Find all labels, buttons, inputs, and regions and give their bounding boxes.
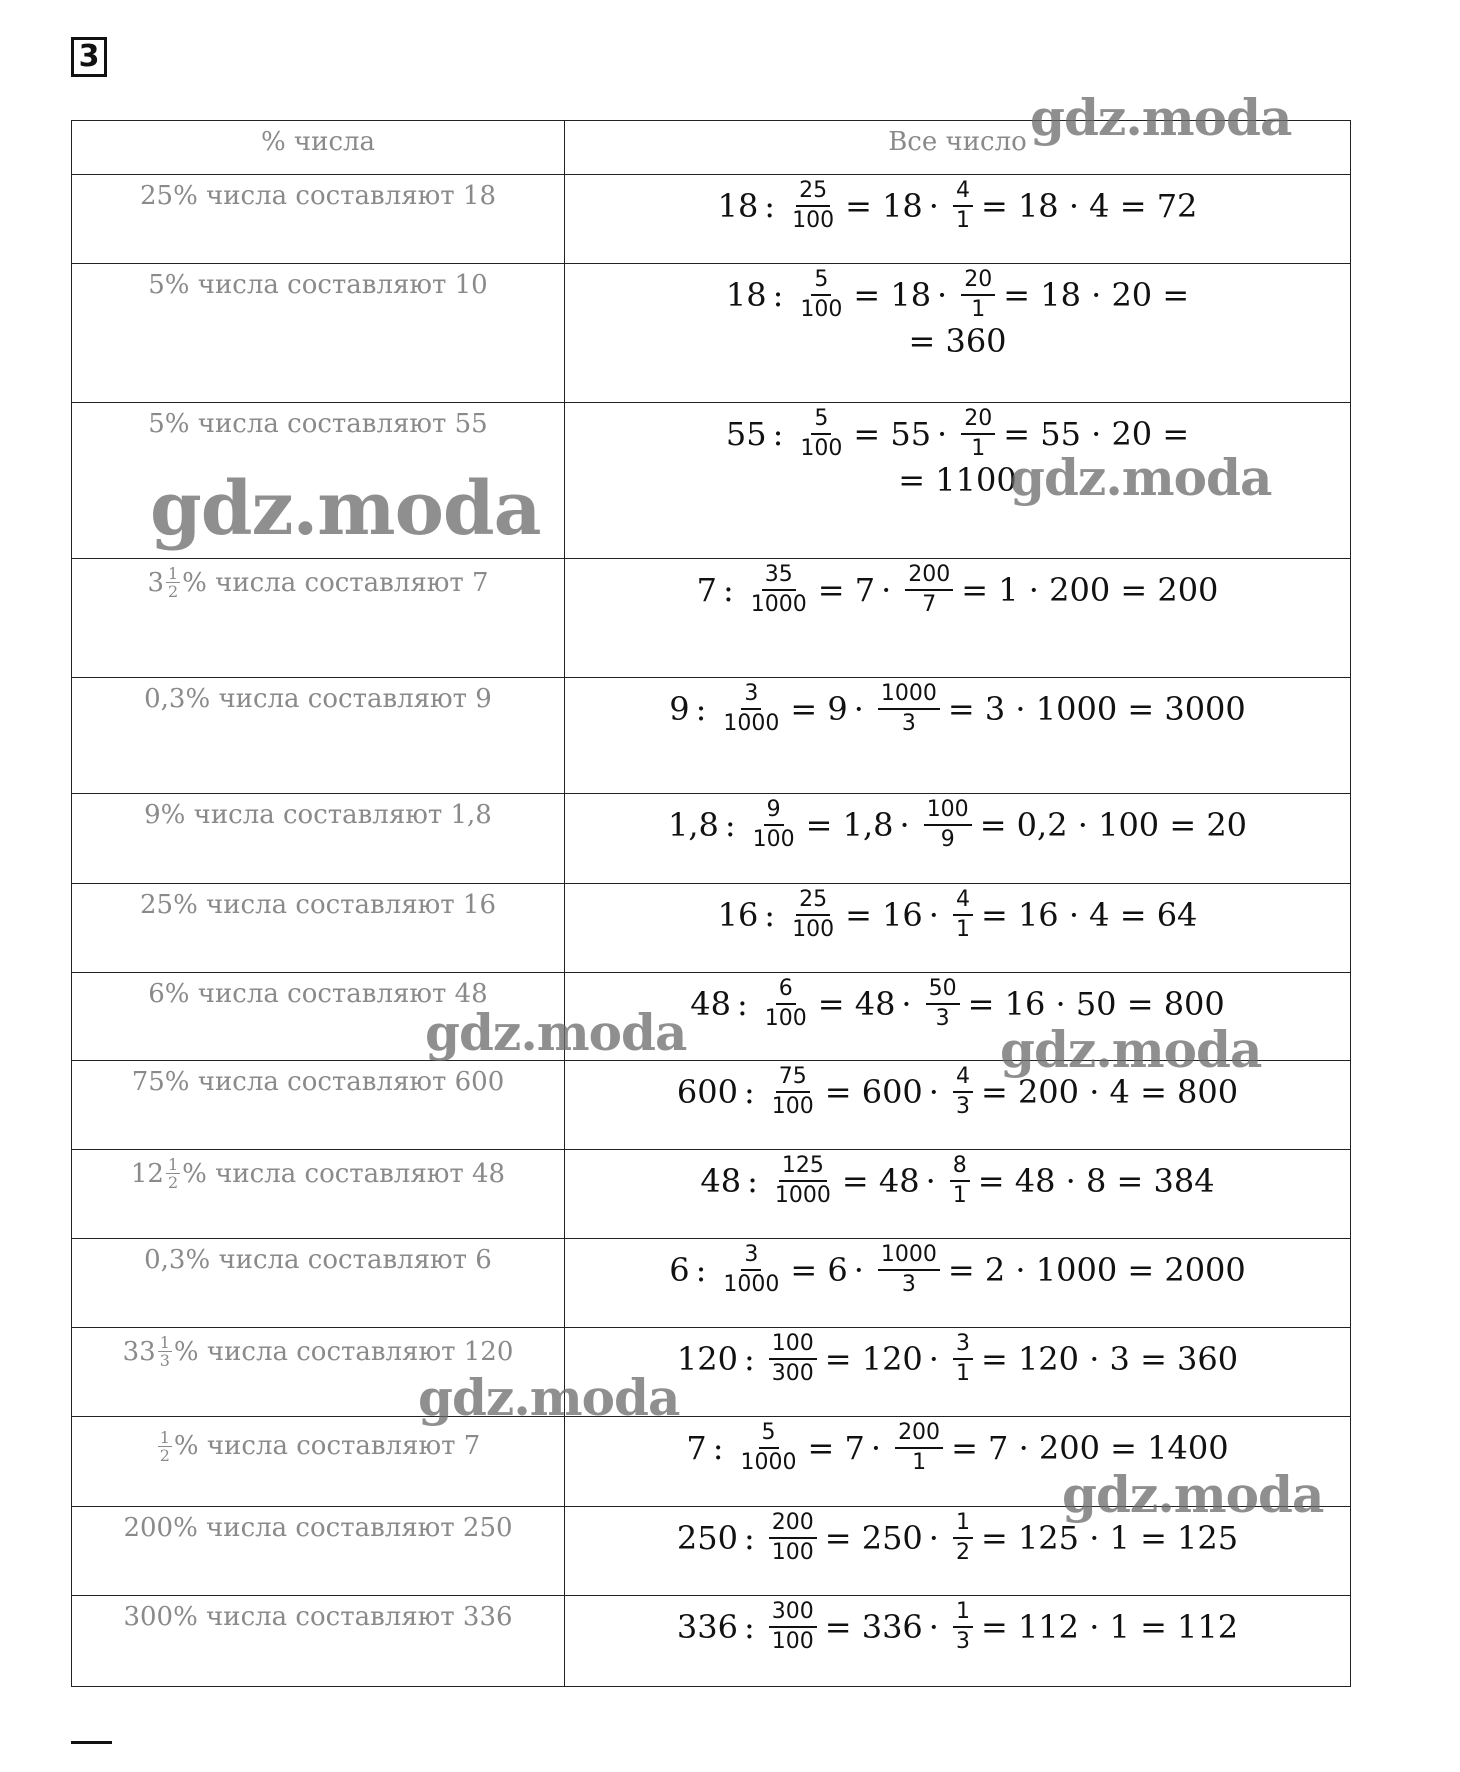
percent-rest: % числа составляют 48 [182,1158,506,1189]
percent-cell [72,794,565,884]
equation-part: = 600 [824,1073,923,1111]
fraction-denominator: 2 [167,1173,179,1192]
fraction-numerator: 4 [953,888,973,916]
fraction-denominator: 1 [912,1450,927,1475]
fraction-numerator: 20 [961,268,995,296]
divide-sign: : [712,1429,724,1467]
fraction-denominator: 3 [901,1272,916,1297]
mixed-whole: 12 [130,1158,164,1189]
solution-equation [726,268,1189,322]
fraction-denominator: 100 [800,436,843,461]
divisor-fraction [797,268,845,322]
equation-continuation: = 360 [908,322,1007,360]
fraction-numerator: 5 [811,407,831,435]
multiply-sign: · [928,1073,939,1111]
divide-sign: : [724,806,736,844]
divide-sign: : [722,571,734,609]
header-whole-number: Все число [565,121,1351,175]
solution-equation [668,798,1247,852]
percent-statement [147,565,488,600]
dividend: 1,8 [667,806,719,844]
fraction-numerator: 200 [895,1421,943,1449]
equation-part: = 48 [841,1162,920,1200]
task-number: 3 [71,37,107,77]
equation-result: = 120 · 3 = 360 [980,1340,1239,1378]
fraction-denominator: 1000 [723,1272,780,1297]
divisor-fraction [769,1332,817,1386]
multiply-sign: · [870,1429,882,1467]
percent-rest: % числа составляют 7 [182,567,489,598]
multiply-sign: · [937,276,948,314]
fraction-denominator: 1000 [750,592,807,617]
multiply-sign: · [928,1519,939,1557]
percent-cell [72,678,565,794]
fraction-numerator: 4 [953,179,973,207]
percent-table [71,120,1351,1687]
fraction-numerator: 3 [741,682,761,710]
percent-cell [72,1150,565,1239]
solution-cell [565,1150,1351,1239]
multiply-sign: · [899,806,910,844]
dividend: 7 [696,571,717,609]
percent-cell [72,1417,565,1507]
fraction-denominator: 1000 [740,1450,797,1475]
reciprocal-fraction [953,1065,973,1119]
fraction-denominator: 100 [771,1094,814,1119]
equation-result: = 18 · 20 = [1003,276,1190,314]
fraction-numerator: 4 [953,1065,973,1093]
table-row [72,1239,1351,1328]
equation-part: = 120 [824,1340,923,1378]
percent-statement: 6% числа составляют 48 [148,979,488,1009]
equation-result: = 48 · 8 = 384 [977,1162,1215,1200]
dividend: 55 [725,415,767,453]
mixed-fraction [166,565,180,600]
solution-cell [565,1328,1351,1417]
divide-sign: : [736,985,748,1023]
fraction-numerator: 1000 [878,682,940,710]
reciprocal-fraction [926,977,960,1031]
fraction-denominator: 7 [922,592,937,617]
percent-cell [72,1507,565,1596]
mixed-fraction [158,1429,172,1464]
mixed-fraction [166,1156,180,1191]
fraction-denominator: 3 [955,1094,970,1119]
table-row [72,264,1351,403]
divide-sign: : [772,276,784,314]
equation-part: = 7 [817,571,876,609]
divide-sign: : [772,415,784,453]
equation-result: = 112 · 1 = 112 [980,1608,1239,1646]
table-row [72,884,1351,973]
percent-statement: 75% числа составляют 600 [131,1067,505,1097]
divisor-fraction [738,1421,800,1475]
equation-result: = 200 · 4 = 800 [980,1073,1239,1111]
equation-part: = 18 [845,187,923,225]
fraction-denominator: 100 [771,1629,814,1654]
solution-equation [669,1243,1246,1297]
reciprocal-fraction [953,1511,973,1565]
multiply-sign: · [853,690,864,728]
percent-statement: 0,3% числа составляют 9 [144,684,492,714]
fraction-denominator: 3 [159,1351,170,1370]
solution-cell [565,678,1351,794]
divisor-fraction [720,1243,782,1297]
fraction-numerator: 100 [924,798,972,826]
divide-sign: : [764,896,776,934]
solution-cell [565,264,1351,403]
divide-sign: : [764,187,776,225]
equation-result: = 0,2 · 100 = 20 [979,806,1248,844]
fraction-numerator: 200 [905,563,953,591]
equation-result: = 7 · 200 = 1400 [951,1429,1229,1467]
percent-statement: 25% числа составляют 16 [139,890,496,920]
percent-statement: 300% числа составляют 336 [123,1602,513,1632]
table-row [72,1596,1351,1687]
fraction-numerator: 5 [811,268,831,296]
fraction-numerator: 9 [764,798,784,826]
equation-part: = 6 [790,1251,848,1289]
equation-result: = 16 · 4 = 64 [980,896,1198,934]
dividend: 18 [725,276,767,314]
fraction-denominator: 2 [955,1540,970,1565]
fraction-numerator: 300 [769,1600,817,1628]
dividend: 16 [717,896,759,934]
reciprocal-fraction [878,1243,940,1297]
fraction-denominator: 1 [952,1183,967,1208]
equation-result: = 125 · 1 = 125 [980,1519,1239,1557]
percent-statement: 25% числа составляют 18 [139,181,496,211]
equation-part: = 250 [824,1519,923,1557]
equation-result: = 3 · 1000 = 3000 [947,690,1246,728]
fraction-numerator: 50 [926,977,960,1005]
dividend: 250 [676,1519,738,1557]
percent-statement: 9% числа составляют 1,8 [144,800,492,830]
fraction-denominator: 100 [752,827,795,852]
percent-statement [156,1429,481,1464]
equation-part: = 55 [853,415,932,453]
dividend: 120 [676,1340,738,1378]
dividend: 48 [690,985,731,1023]
fraction-numerator: 1000 [878,1243,940,1271]
percent-statement: 5% числа составляют 10 [148,270,488,300]
solution-equation [700,1154,1214,1208]
header-percent: % числа [72,121,565,175]
fraction-denominator: 1000 [723,711,780,736]
watermark: gdz.moda [1000,1020,1262,1079]
solution-equation [718,179,1198,233]
mixed-fraction [158,1334,172,1369]
mixed-whole: 3 [147,567,164,598]
watermark: gdz.moda [1010,448,1272,507]
fraction-numerator: 3 [953,1332,973,1360]
fraction-numerator: 1 [167,564,179,583]
divide-sign: : [743,1340,755,1378]
fraction-denominator: 1 [955,917,970,942]
divide-sign: : [743,1519,755,1557]
equation-part: = 16 [845,896,923,934]
equation-result: = 16 · 50 = 800 [967,985,1225,1023]
fraction-denominator: 3 [901,711,916,736]
table-row [72,1150,1351,1239]
watermark: gdz.moda [150,466,541,552]
fraction-denominator: 2 [159,1445,170,1465]
fraction-denominator: 1000 [774,1183,831,1208]
solution-equation [697,563,1219,617]
fraction-denominator: 1 [955,208,970,233]
fraction-denominator: 9 [940,827,955,852]
divide-sign: : [743,1073,755,1111]
fraction-numerator: 1 [159,1427,170,1447]
divisor-fraction [769,1511,817,1565]
fraction-denominator: 2 [167,582,179,601]
fraction-numerator: 100 [769,1332,817,1360]
fraction-denominator: 3 [955,1629,970,1654]
table-row [72,1328,1351,1417]
solution-cell [565,1239,1351,1328]
fraction-numerator: 3 [741,1243,761,1271]
fraction-numerator: 1 [159,1333,170,1352]
dividend: 600 [676,1073,738,1111]
fraction-denominator: 100 [771,1540,814,1565]
divisor-fraction [797,407,845,461]
fraction-denominator: 1 [971,436,986,461]
dividend: 336 [676,1608,738,1646]
multiply-sign: · [901,985,912,1023]
table-row [72,678,1351,794]
watermark: gdz.moda [425,1003,687,1062]
fraction-numerator: 6 [776,977,796,1005]
fraction-numerator: 8 [950,1154,970,1182]
equation-continuation: = 1100 [898,461,1017,499]
multiply-sign: · [928,896,939,934]
multiply-sign: · [925,1162,936,1200]
dividend: 18 [717,187,759,225]
fraction-numerator: 5 [759,1421,779,1449]
percent-cell [72,264,565,403]
fraction-numerator: 125 [779,1154,827,1182]
fraction-denominator: 100 [792,917,835,942]
multiply-sign: · [937,415,948,453]
divisor-fraction [789,888,837,942]
equation-part: = 48 [817,985,896,1023]
solution-cell [565,559,1351,678]
watermark: gdz.moda [1062,1465,1324,1524]
divisor-fraction [769,1065,817,1119]
fraction-numerator: 35 [762,563,796,591]
reciprocal-fraction [961,407,995,461]
watermark: gdz.moda [418,1368,680,1427]
fraction-denominator: 300 [771,1361,814,1386]
divisor-fraction [769,1600,817,1654]
reciprocal-fraction [961,268,995,322]
fraction-numerator: 75 [776,1065,810,1093]
multiply-sign: · [853,1251,864,1289]
reciprocal-fraction [895,1421,943,1475]
percent-cell [72,559,565,678]
fraction-numerator: 1 [953,1600,973,1628]
solution-equation [677,1332,1238,1386]
reciprocal-fraction [953,888,973,942]
equation-result: = 18 · 4 = 72 [980,187,1198,225]
divisor-fraction [720,682,782,736]
fraction-numerator: 25 [796,179,830,207]
mixed-whole: 33 [122,1336,156,1367]
reciprocal-fraction [953,179,973,233]
dividend: 9 [669,690,690,728]
table-row [72,794,1351,884]
reciprocal-fraction [924,798,972,852]
dividend: 7 [686,1429,707,1467]
percent-cell [72,1239,565,1328]
multiply-sign: · [928,1608,939,1646]
solution-equation [718,888,1198,942]
percent-rest: % числа составляют 120 [173,1336,514,1367]
reciprocal-fraction [953,1332,973,1386]
equation-part: = 18 [853,276,932,314]
fraction-numerator: 20 [961,407,995,435]
fraction-denominator: 1 [955,1361,970,1386]
solution-equation [669,682,1246,736]
percent-statement: 0,3% числа составляют 6 [144,1245,492,1275]
multiply-sign: · [928,1340,939,1378]
table-row [72,559,1351,678]
solution-cell [565,794,1351,884]
fraction-numerator: 25 [796,888,830,916]
divisor-fraction [789,179,837,233]
equation-part: = 1,8 [805,806,894,844]
percent-statement [131,1156,505,1191]
equation-part: = 336 [824,1608,923,1646]
multiply-sign: · [881,571,892,609]
multiply-sign: · [928,187,939,225]
fraction-numerator: 1 [167,1155,179,1174]
table-row [72,175,1351,264]
percent-cell [72,1596,565,1687]
dividend: 48 [700,1162,742,1200]
divide-sign: : [695,690,707,728]
divide-sign: : [747,1162,758,1200]
equation-result: = 55 · 20 = [1003,415,1190,453]
percent-cell [72,884,565,973]
equation-part: = 7 [807,1429,865,1467]
fraction-numerator: 1 [953,1511,973,1539]
divide-sign: : [695,1251,707,1289]
fraction-denominator: 100 [800,297,843,322]
percent-statement: 200% числа составляют 250 [123,1513,513,1543]
divisor-fraction [772,1154,834,1208]
divide-sign: : [743,1608,755,1646]
fraction-denominator: 3 [935,1006,950,1031]
divisor-fraction [750,798,798,852]
percent-rest: % числа составляют 7 [173,1431,481,1461]
percent-statement [123,1334,514,1369]
footer-rule [71,1741,112,1744]
fraction-denominator: 100 [764,1006,807,1031]
dividend: 6 [669,1251,690,1289]
solution-equation [677,1600,1238,1654]
solution-cell [565,884,1351,973]
reciprocal-fraction [953,1600,973,1654]
solution-cell [565,175,1351,264]
reciprocal-fraction [905,563,953,617]
equation-part: = 9 [790,690,848,728]
reciprocal-fraction [950,1154,970,1208]
percent-cell [72,175,565,264]
divisor-fraction [748,563,810,617]
percent-cell [72,1061,565,1150]
equation-result: = 1 · 200 = 200 [961,571,1219,609]
reciprocal-fraction [878,682,940,736]
solution-cell [565,1596,1351,1687]
equation-result: = 2 · 1000 = 2000 [947,1251,1246,1289]
percent-statement: 5% числа составляют 55 [148,409,488,439]
fraction-numerator: 200 [769,1511,817,1539]
fraction-denominator: 100 [792,208,835,233]
divisor-fraction [762,977,810,1031]
watermark: gdz.moda [1030,88,1292,147]
fraction-denominator: 1 [971,297,986,322]
